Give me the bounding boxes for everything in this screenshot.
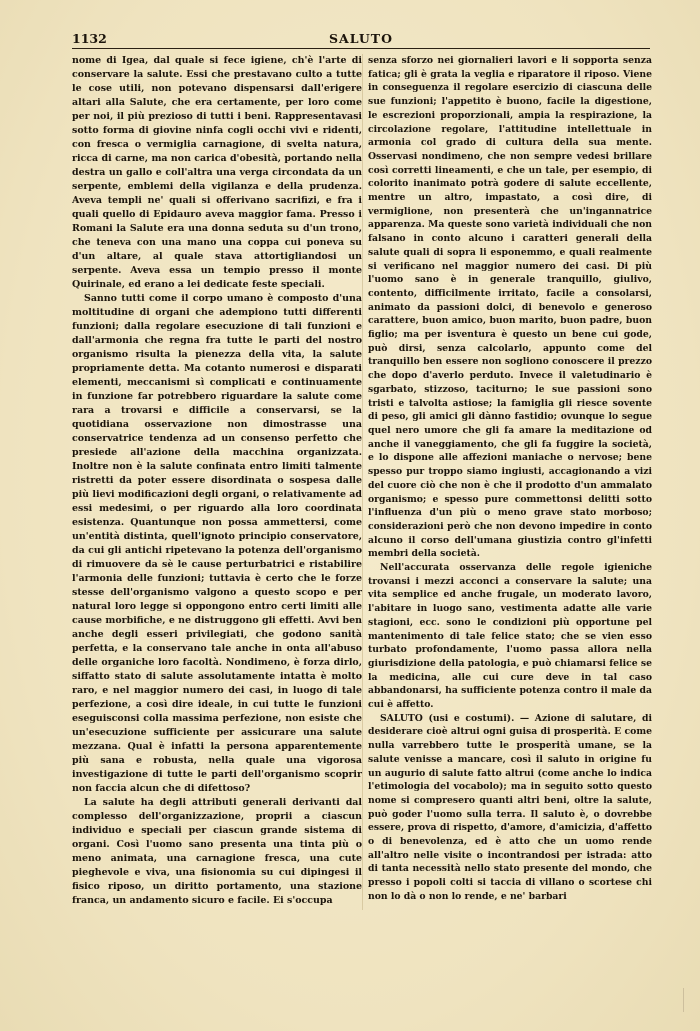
column-gutter bbox=[362, 54, 363, 910]
header-rule bbox=[72, 48, 650, 49]
scan-artifact bbox=[683, 988, 684, 1012]
paragraph: SALUTO (usi e costumi). — Azione di salutare, di desiderare cioè altrui ogni guisa di prosperità. E come nulla varrebbero tutte le prosperità umane, se la salute venisse a mancare, così il saluto in origine fu un augurio di salute fatto altrui (come anche lo indica l'etimologia del vocabolo); ma in seguito sotto questo nome si compresero quanti altri beni, oltre la salute, può goder l'uomo sulla terra. Il saluto è, o dovrebbe essere, prova di rispetto, d'amore, d'amicizia, d'affetto o di benevolenza, ed è atto che un uomo rende all'altro nelle visite o incontrandosi per istrada: atto di tanta necessità nello stato presente del mondo, che presso i popoli colti si taccia di villano o scortese chi non lo dà o non lo rende, e ne' barbari bbox=[368, 712, 652, 902]
paragraph: Nell'accurata osservanza delle regole igieniche trovansi i mezzi acconci a conservare la salute; una vita semplice ed anche frugale, un moderato lavoro, l'abitare in luogo sano, vestimenta adatte alle varie stagioni, ecc. sono le condizioni più opportune pel mantenimento di tale felice stato; che se vien esso turbato profondamente, l'uomo passa allora nella giurisdizione della patologia, e può chiamarsi felice se la medicina, alle cui cure deve in tal caso abbandonarsi, ha sufficiente potenza contro il male da cui è affetto. bbox=[368, 562, 652, 711]
left-column bbox=[72, 54, 362, 908]
running-header bbox=[72, 27, 650, 47]
paragraph: nome di Igea, dal quale si fece igiene, ch'è l'arte di conservare la salute. Essi che prestavano culto a tutte le cose utili, non potevano dispensarsi dall'erigere altari alla Salute, che era certamente, per loro come per noi, il più prezioso di tutti i beni. Rappresentavasi sotto forma di giovine ninfa cogli occhi vivi e ridenti, con fresca o vermiglia carnagione, di svelta natura, ricca di carne, ma non carica d'obesità, portando nella destra un gallo e coll'altra una verga circondata da un serpente, emblemi della vigilanza e della prudenza. Aveva templi ne' quali si offerivano sacrifizi, e fra i quali quello di Epidauro aveva maggior fama. Presso i Romani la Salute era una donna seduta su d'un trono, che teneva con una mano una coppa cui poneva su d'un altare, al quale stava attortigliandosi un serpente. Aveva essa un tempio presso il monte Quirinale, ed erano a lei dedicate feste speciali. bbox=[72, 55, 362, 290]
running-title: SALUTO bbox=[329, 31, 393, 46]
right-column bbox=[368, 54, 652, 904]
paragraph: Sanno tutti come il corpo umano è composto d'una moltitudine di organi che adempiono tutti differenti funzioni; dalla regolare esecuzione di tali funzioni e dall'armonia che regna fra tutte le parti del nostro organismo risulta la pienezza della vita, la salute propriamente detta. Ma cotanto numerosi e disparati elementi, meccanismi sì complicati e continuamente in funzione far potrebbero riguardare la salute come rara a trovarsi e difficile a conservarsi, se la quotidiana osservazione non dimostrasse una conservatrice tendenza ad un consenso perfetto che presiede all'azione della macchina organizzata. Inoltre non è la salute confinata entro limiti talmente ristretti da poter essere disordinata o sospesa dalle più lievi modificazioni degli organi, o relativamente ad essi medesimi, o per riguardo alla loro coordinata esistenza. Quantunque non possa ammettersi, come un'entità distinta, quell'ignoto principio conservatore, da cui gli antichi ripetevano la potenza dell'organismo di rimuovere da sè le cause perturbatrici e ristabilire l'armonia delle funzioni; tuttavia è certo che le forze stesse dell'organismo valgono a questo scopo e per natural loro legge si oppongono entro certi limiti alle cause morbifiche, e ne distruggono gli effetti. Avvi ben anche degli esseri privilegiati, che godono sanità perfetta, e la conservano tale anche in onta all'abuso delle organiche loro facoltà. Nondimeno, è forza dirlo, siffatto stato di salute assolutamente intatta è molto raro, e nel maggior numero dei casi, in luogo di tale perfezione, a così dire ideale, in cui tutte le funzioni eseguisconsi colla massima perfezione, non esiste che un'esecuzione sufficiente per assicurare una salute mezzana. Qual è infatti la persona apparentemente più sana e robusta, nella quale una vigorosa investigazione di tutte le parti dell'organismo scoprir non faccia alcun che di difettoso? bbox=[72, 293, 362, 794]
paragraph: La salute ha degli attributi generali derivanti dal complesso dell'organizzazione, proprii a ciascun individuo e speciali per ciascun grande sistema di organi. Così l'uomo sano presenta una tinta più o meno animata, una carnagione fresca, una cute pieghevole e viva, una fisionomia su cui dipingesi il fisico riposo, un diritto portamento, una stazione franca, un andamento sicuro e facile. Ei s'occupa bbox=[72, 797, 362, 906]
page-number: 1132 bbox=[72, 31, 107, 46]
paragraph: senza sforzo nei giornalieri lavori e li sopporta senza fatica; gli è grata la veglia e riparatore il riposo. Viene in conseguenza il regolare esercizio di ciascuna delle sue funzioni; l'appetito è buono, facile la digestione, le escrezioni proporzionali, ampia la respirazione, la circolazione regolare, l'attitudine intellettuale in armonia col grado di cultura della sua mente. Osservasi nondimeno, che non sempre vedesi brillare così corretti lineamenti, e che un tale, per esempio, di colorito inanimato potrà godere di salute eccellente, mentre un altro, impastato, a così dire, di vermiglione, non presenterà che un'ingannatrice apparenza. Ma queste sono varietà individuali che non falsano in conto alcuno i caratteri generali della salute quali di sopra li esponemmo, e quali realmente si verificano nel maggior numero dei casi. Di più l'uomo sano è in generale tranquillo, giulivo, contento, difficilmente irritato, facile a consolarsi, animato da passioni dolci, di benevolo e generoso carattere, buon amico, buon marito, buon padre, buon figlio; ma per isventura è questo un bene cui gode, può dirsi, senza calcolarlo, appunto come del tranquillo ben essere non sogliono conoscere il prezzo che dopo d'averlo perduto. Invece il valetudinario è sgarbato, stizzoso, taciturno; le sue passioni sono tristi e talvolta astiose; la famiglia gli riesce sovente di peso, gli amici gli dànno fastidio; ovunque lo segue quel nero umore che gli fa amare la meditazione od anche il vaneggiamento, che gli fa fuggire la società, e lo dispone alle affezioni maniache o nervose; bene spesso pur troppo siamo ingiusti, accagionando a vizi del cuore ciò che non è che il prodotto d'un ammalato organismo; e spesso pure commettonsi delitti sotto l'influenza d'un più o meno grave stato morboso; considerazioni però che non devono impedire in conto alcuno il corso dell'umana giustizia contro gl'infetti membri della società. bbox=[368, 55, 652, 560]
